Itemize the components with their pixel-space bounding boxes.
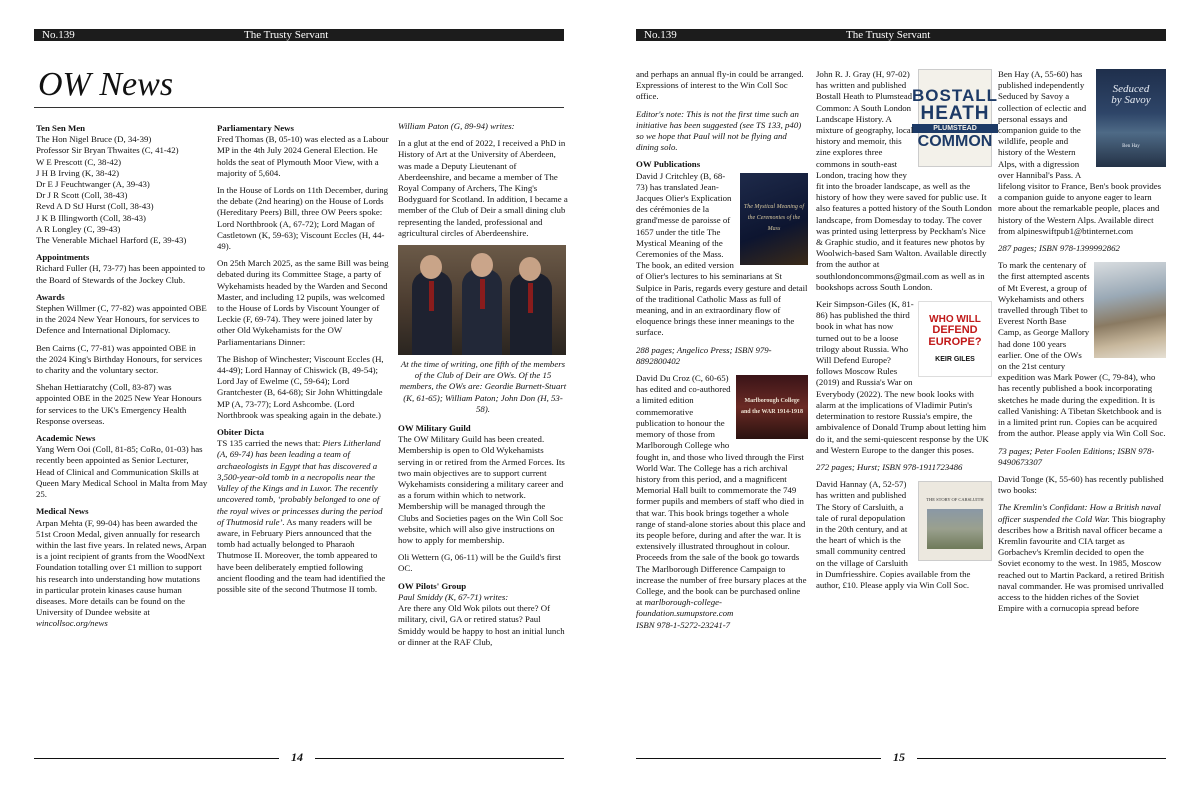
column-4 [636,69,808,637]
ten-sen-man: W E Prescott (C, 38-42) [36,156,122,167]
footer-rule [34,750,564,764]
medical-heading: Medical News [36,506,89,517]
magazine-title: The Trusty Servant [244,29,329,41]
title-rule [34,107,564,108]
cover-text-line: Ben Hay [1122,143,1140,149]
page-right [636,0,1200,786]
cover-text-line: EUROPE? [928,335,982,348]
ten-sen-man: Revd A D StJ Hurst (Coll, 38-43) [36,201,154,212]
ten-sen-man: J H B Irving (K, 38-42) [36,167,120,178]
everest-sketch [1094,262,1166,358]
appointments-heading: Appointments [36,252,90,263]
hay-ref: 287 pages; ISBN 978-1399992862 [998,243,1120,254]
guild-p1: The OW Military Guild has been created. Membership is open to Old Wykehamists serving in or retired from the Armed Forces. Its two main objectives are to support current Wykehamists considering a military career and as a forum within which to network. Membership will be managed through the Clubs and Societies pages on the Win Coll Soc website, which will also give instructions on how to apply for membership. [398,434,565,546]
parliamentary-heading: Parliamentary News [217,123,294,133]
paton-intro: William Paton (G, 89-94) writes: [398,121,515,131]
page-left [34,0,600,786]
cover-text-line: KEIR GILES [935,356,975,364]
pilots-intro: Paul Smiddy (K, 67-71) writes: [398,591,509,602]
hannay-text: David Hannay (A, 52-57) has written and published The Story of Carsluith, a tale of rural depopulation in the 20th century, and at the heart of which is the small community centred on the village of Carsluith in Dumfriesshire. Copies available from the author, £10. Please apply via Win Coll Soc. [816,479,971,590]
page-number-right: 15 [881,750,917,765]
simpson-text: Keir Simpson-Giles (K, 81-86) has published the third book in what has now turned out to be a loose trilogy about Russia. Who Will Defend Europe? follows Moscow Rules (2019) and Russia's War on Everybody (2022). The new book looks with alarm at the implications of Vladimir Putin's determination to restore Russia's empire, the ambivalence of Donald Trump about letting him do it, and the semi-quiescent response by the UK and Western Europe to the danger this poses. [816,299,989,455]
critchley-text: David J Critchley (B, 68-73) has translated Jean-Jacques Olier's Explication des cérémonies de la grand'messe de paroisse of 1657 under the title The Mystical Meaning of the Ceremonies of the Mass. The book, an edited version of Olier's lectures to his seminarians at St Sulpice in Paris, regards every gesture and detail of the traditional Catholic Mass as full of meaning, and in an extraordinary flow of eloquence brings these inner meanings to the surface. [636,170,808,338]
pilots-text: Are there any Old Wok pilots out there? Of military, civil, GA or retired status? Paul Smiddy would be happy to host an initial lunch or dinner at the RAF Club, [398,603,565,647]
running-header [34,29,564,41]
ten-sen-man: Professor Sir Bryan Thwaites (C, 41-42) [36,145,179,156]
ten-sen-man: The Hon Nigel Bruce (D, 34-39) [36,134,152,145]
tonge-text: David Tonge (K, 55-60) has recently published two books: [998,473,1164,496]
issue-number: No.139 [42,29,75,41]
section-title: OW News [38,66,174,103]
cover-text-line: DEFEND [932,324,978,337]
award-cairns: Ben Cairns (C, 77-81) was appointed OBE in the 2024 King's Birthday Honours, for services to charity and the voluntary sector. [36,342,203,376]
column-1 [36,121,208,636]
ten-sen-man: Dr J R Scott (Coll, 38-43) [36,190,128,201]
column-3 [398,121,568,654]
marlborough-link[interactable]: marlborough-college-foundation.sumupstore.com [636,597,734,619]
simpson-ref: 272 pages; Hurst; ISBN 978-1911723486 [816,461,963,472]
ten-sen-man: The Venerable Michael Harford (E, 39-43) [36,235,187,246]
war-cover: Marlborough College and the WAR 1914-1918 [736,375,808,439]
parliamentary-p3: On 25th March 2025, as the same Bill was being debated during its Committee Stage, a party of Wykehamists headed by the Warden and Second Master, and including 12 pupils, was welcomed to the House of Lords by Viscount Younger of Leckie (F, 69-74). They were joined later by other Old Wykehamists for the OW Parliamentarians Dinner: [217,258,389,347]
column-2 [217,121,389,601]
club-of-deir-photo [398,245,566,355]
everest-text: To mark the centenary of the first attempted ascents of Mt Everest, a group of Wykehamists and others travelled through Tibet to Everest North Base Camp, as George Mallory had done 100 years earlier. One of the OWs on the 21st century expedition was Mark Power (C, 79-84), who has recently published a book incorporating sketches he made during the expedition. It is called Vanishing: A Tibetan Sketchbook and is in a limited print run. Copies can be acquired from the author. Please apply via Win Coll Soc. [998,260,1166,439]
medical-text: Arpan Mehta (F, 99-04) has been awarded the 51st Croon Medal, given annually for research within the last five years. In related news, Arpan is a joint recipient of grants from the WoodNext Foundation totalling over £1 million to support his research into understanding how mutations in particular protein kinases cause human diseases. More details can be found on the University of Dundee website at wincollsoc.org/news [36,517,207,629]
obiter-heading: Obiter Dicta [217,427,264,438]
ten-sen-man: J K B Illingworth (Coll, 38-43) [36,212,146,223]
savoy-cover [1096,69,1166,167]
ten-sen-man: A R Longley (C, 39-43) [36,223,121,234]
ten-sen-men-list [36,134,208,246]
column-6 [998,69,1166,620]
magazine-title: The Trusty Servant [846,29,931,41]
critchley-ref: 288 pages; Angelico Press; ISBN 979-8892800402 [636,344,772,366]
column-5 [816,69,999,597]
paton-text: In a glut at the end of 2022, I received a PhD in History of Art at the University of Aberdeen, was made a Deputy Lieutenant of Aberdeenshire, and became a member of The Royal Company of Archers, The King's Bodyguard for Scotland. In addition, I became a member of the Club of Deir a small dining club representing the landed, professional and agricultural circles of Aberdeenshire. [398,138,568,238]
academic-heading: Academic News [36,433,96,444]
appointments-text: Richard Fuller (H, 73-77) has been appointed to the Board of Stewards of the Jockey Club. [36,263,206,285]
publications-heading: OW Publications [636,159,701,170]
cover-text-line: Seduced [1112,83,1150,96]
cover-text-line: BOSTALL [912,85,999,105]
page-number-left: 14 [279,750,315,765]
pilots-continued: and perhaps an annual fly-in could be arranged. Expressions of interest to the Win Coll Soc office. [636,69,804,102]
mystical-cover: The Mystical Meaning of the Ceremonies of the Mass [740,173,808,265]
footer-rule [636,750,1166,764]
editors-note: Editor's note: This is not the first time such an initiative has been suggested (see TS 133, p40) so we hope that Paul will not be flying and dining solo. [636,108,802,153]
kremlin-text: The Kremlin's Confidant: How a British naval officer suspended the Cold War. This biography describes how a British naval officer became a Kremlin favourite and CIA target as Gorbachev's Kremlin decided to open the Soviet economy to the west. In 1985, Moscow reached out to Martin Packard, a retired British naval commander. He was promised unrivalled access to the hidden riches of the Soviet Empire with a cornucopia spread before [998,502,1166,614]
cover-text-line: PLUMSTEAD [912,124,998,133]
guild-p2: Oli Wettern (G, 06-11) will be the Guild's first OC. [398,552,561,574]
cover-text-line: COMMON [917,132,993,150]
parliamentary-p2: In the House of Lords on 11th December, during the debate (2nd hearing) on the House of Lords (Hereditary Peers) Bill, three OW Peers spoke: Lord Northbrook (A, 67-72); Lord Magan of Castletown (K, 59-63); Viscount Eccles (H, 44-49). [217,185,389,252]
parliamentary-p4: The Bishop of Winchester; Viscount Eccles (H, 44-49); Lord Hannay of Chiswick (B, 49-54); Lord Jay of Ewelme (C, 59-64); Lord Grantchester (B, 64-68); Sir John Whittingdale MP (A, 73-77); Lord Ashcombe. (Lord Northbrook was speaking again in the debate.) [217,353,384,420]
hay-text: Ben Hay (A, 55-60) has published independently Seduced by Savoy a collection of eclectic and personal essays and companion guide to the wildlife, people and history of the Western Alps, with a digression over Hannibal's Pass. A lifelong visitor to France, Ben's book provides a companion guide to anyone eager to learn more about the remarkable people, places and history of the Western Alps. Available direct from alpineswiftpub1@btinternet.com [998,69,1162,236]
issue-number: No.139 [644,29,677,41]
ten-sen-men-heading: Ten Sen Men [36,123,86,133]
academic-text: Yang Wern Ooi (Coll, 81-85; CoRo, 01-03) has recently been appointed as Senior Lecturer, Head of Clinical and Communication Skills at Queen Mary Medical School in Malta from May 25. [36,444,208,500]
carsluith-cover: THE STORY OF CARSLUITH [918,481,992,561]
bostall-cover [912,69,999,167]
gray-text: John R. J. Gray (H, 97-02) has written and published Bostall Heath to Plumstead Common: A South London Landscape History. A mixture of geography, local history and memoir, this zine explores three commons in south-east London, tracing how they fit into the broader landscape, as well as the history of how they were saved for public use. It also features a potted history of the South London landscape, from Domesday to today. The cover was printed using letterpress by Peckham's Nice & Graphic studio, and it features new photos by Woolwich-based Sam Walton. Available directly from the author at southlondoncommons@gmail.com as well as in bookshops across South London. [816,69,992,292]
cover-text-line: by Savoy [1111,94,1151,107]
award-hettiaratchy: Shehan Hettiaratchy (Coll, 83-87) was appointed OBE in the 2025 New Year Honours for services to the UK's Emergency Health Response overseas. [36,382,202,426]
cover-text-line: HEATH [920,102,990,124]
ten-sen-man: Dr E J Feuchtwanger (A, 39-43) [36,179,150,190]
medical-link[interactable]: wincollsoc.org/news [36,618,108,629]
running-header [636,29,1166,41]
obiter-text: TS 135 carried the news that: Piers Litherland (A, 69-74) has been leading a team of archaeologists in Egypt that has discovered a 3,500-year-old tomb in a necropolis near the Valley of the Kings and in Luxor. The recently uncovered tomb, ‘probably belonged to one of the royal wives or princesses during the period of Thutmosid rule’. As many readers will be aware, in February Piers announced that the tomb had actually belonged to Pharaoh Thutmose II. Moreover, the tomb appeared to have been deliberately emptied following ancient flooding and the team had identified the possible site of the second Thutmose II tomb. [217,438,386,594]
everest-ref: 73 pages; Peter Foolen Editions; ISBN 978-9490673307 [998,445,1155,467]
ducroz-text: David Du Croz (C, 60-65) has edited and co-authored a limited edition commemorative publication to honour the memory of those from Marlborough College who fought in, and those who lived through the First World War. The College has a rich archival history from this period, and a magnificent Memorial Hall built to commemorate the 749 former pupils and members of staff who died in that war. This book brings together a whole range of stand-alone stories about this place and its people before, during and after the war. It is extensively illustrated throughout in colour. Proceeds from the sale of the book go towards The Marlborough Difference Campaign to increase the number of free bursary places at the College, and the book can be purchased online at marlborough-college-foundation.sumupstore.com ISBN 978-1-5272-23241-7 [636,373,807,630]
europe-cover [918,301,992,377]
cover-text-line: WHO WILL [929,313,981,325]
photo-caption: At the time of writing, one fifth of the members of the Club of Deir are OWs. Of the 15 members, the OWs are: Geordie Burnett-Stuart (K, 61-65); William Paton; John Don (H, 53-58). [399,359,567,414]
pilots-heading: OW Pilots' Group [398,580,467,591]
awards-heading: Awards [36,291,65,302]
award-willmer: Stephen Willmer (C, 77-82) was appointed OBE in the 2024 New Year Honours, for services to Defence and International Diplomacy. [36,303,207,336]
parliamentary-p1: Fred Thomas (B, 05-10) was elected as a Labour MP in the 4th July 2024 General Election. He holds the seat of Plymouth Moor View, with a majority of 5,604. [217,134,389,178]
guild-heading: OW Military Guild [398,423,471,434]
